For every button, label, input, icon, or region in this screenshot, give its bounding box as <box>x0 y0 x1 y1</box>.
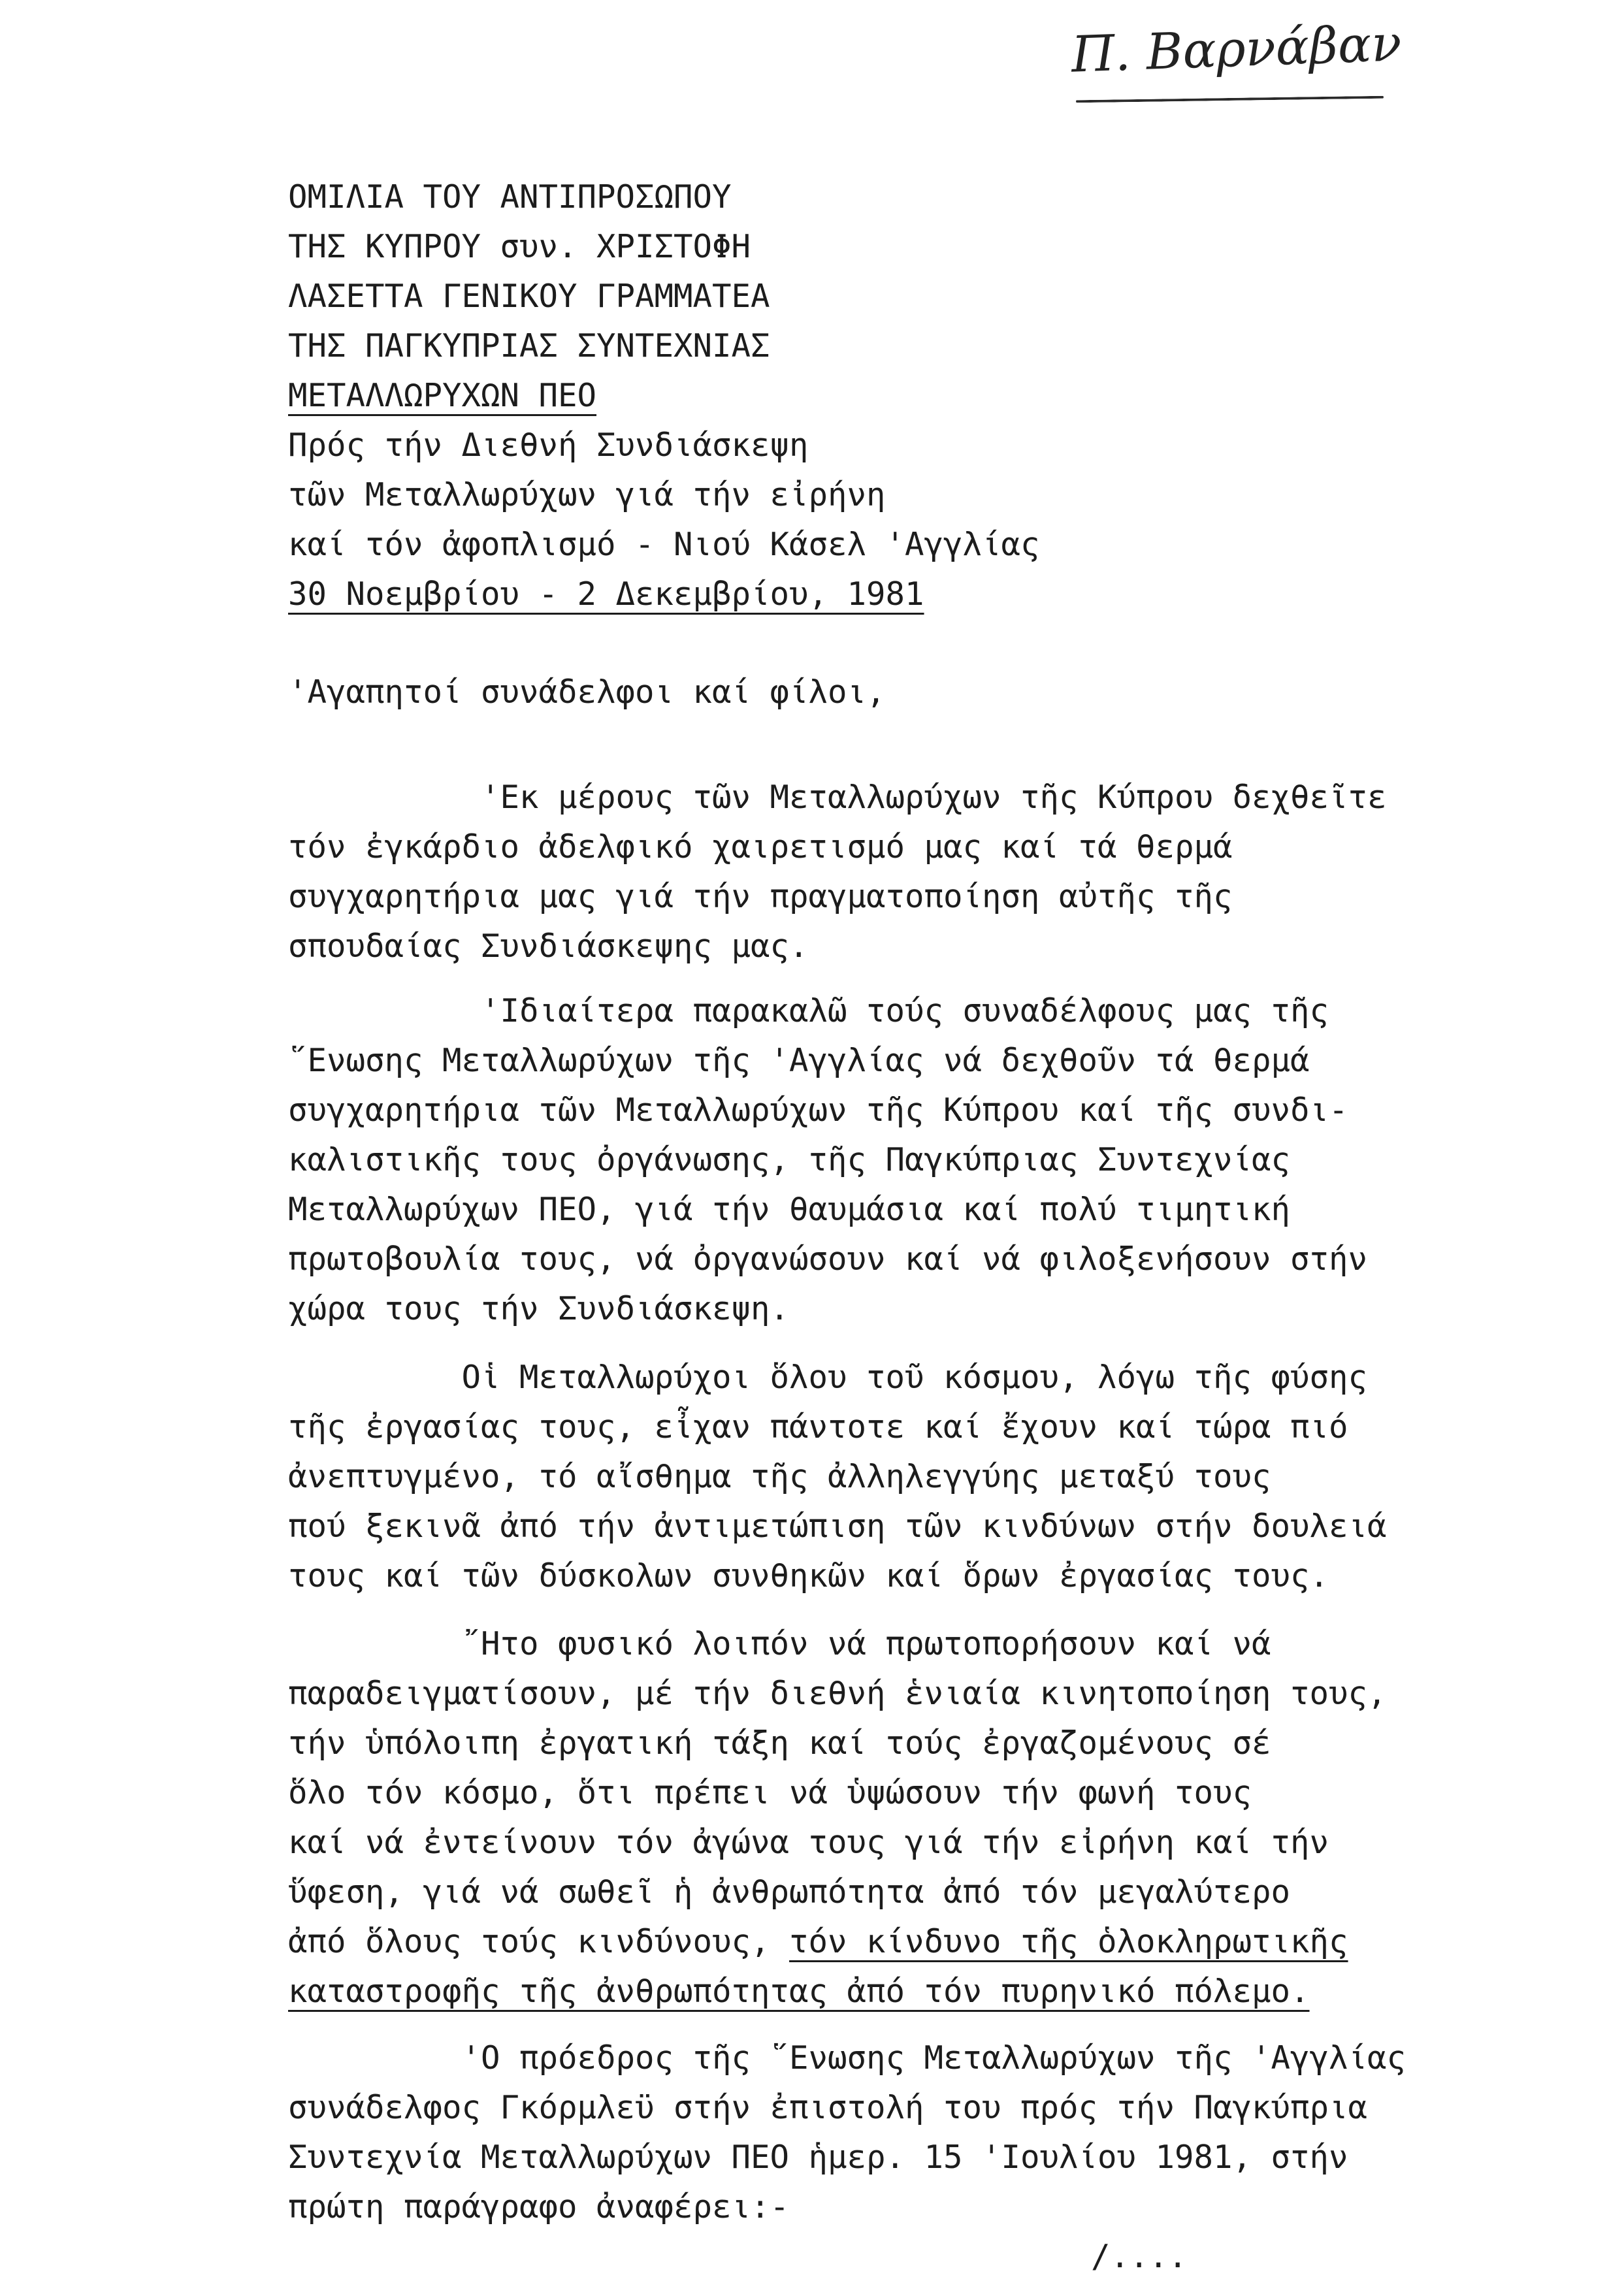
salutation-line: 'Αγαπητοί συνάδελφοι καί φίλοι, <box>288 673 886 711</box>
handwritten-signature: Π. Βαρνάβαν <box>1070 14 1403 84</box>
paragraph <box>288 986 1367 1334</box>
underlined-date-text: 30 Νοεμβρίου - 2 Δεκεμβρίου, 1981 <box>288 575 924 613</box>
paragraph-line: τῆς ἐργασίας τους, εἶχαν πάντοτε καί ἔχουν καί τώρα πιό <box>288 1408 1348 1446</box>
paragraph-line <box>288 1967 1387 2016</box>
paragraph-line: ῞Ενωσης Μεταλλωρύχων τῆς 'Αγγλίας νά δεχθοῦν τά θερμά <box>288 1042 1310 1079</box>
paragraph-line: 'Εκ μέρους τῶν Μεταλλωρύχων τῆς Κύπρου δεχθεῖτε <box>481 779 1387 816</box>
heading-line: ΛΑΣΕΤΤΑ ΓΕΝΙΚΟΥ ΓΡΑΜΜΑΤΕΑ <box>288 278 770 315</box>
paragraph-line: Μεταλλωρύχων ΠΕΟ, γιά τήν θαυμάσια καί πολύ τιμητική <box>288 1191 1291 1228</box>
paragraph-line: τους καί τῶν δύσκολων συνθηκῶν καί ὅρων ἐργασίας τους. <box>288 1557 1329 1594</box>
continuation-marker: /.... <box>1091 2238 1188 2275</box>
paragraph-line: συνάδελφος Γκόρμλεϋ στήν ἐπιστολή του πρός τήν Παγκύπρια <box>288 2089 1368 2126</box>
paragraph-line: πού ξεκινᾶ ἀπό τήν ἀντιμετώπιση τῶν κινδύνων στήν δουλειά <box>288 1508 1387 1545</box>
paragraph-line: τόν ἐγκάρδιο ἀδελφικό χαιρετισμό μας καί τά θερμά <box>288 828 1233 865</box>
heading-line: Πρός τήν Διεθνή Συνδιάσκεψη <box>288 427 809 464</box>
salutation <box>288 668 886 717</box>
heading-line: καί τόν ἀφοπλισμό - Νιού Κάσελ 'Αγγλίας <box>288 526 1040 563</box>
paragraph <box>288 2033 1406 2232</box>
paragraph-line <box>288 1917 1387 1967</box>
paragraph-line: 'Ο πρόεδρος τῆς ῞Ενωσης Μεταλλωρύχων τῆς 'Αγγλίας <box>461 2039 1406 2077</box>
paragraph-line: 'Ιδιαίτερα παρακαλῶ τούς συναδέλφους μας τῆς <box>481 992 1329 1029</box>
underlined-text: τόν κίνδυνο τῆς ὁλοκληρωτικῆς <box>789 1923 1348 1960</box>
paragraph-line: ἀνεπτυγμένο, τό αἴσθημα τῆς ἀλληλεγγύης μεταξύ τους <box>288 1458 1271 1495</box>
paragraph-line: παραδειγματίσουν, μέ τήν διεθνή ἑνιαία κινητοποίηση τους, <box>288 1675 1387 1712</box>
underlined-heading-text: ΜΕΤΑΛΛΩΡΥΧΩΝ ΠΕΟ <box>288 377 597 414</box>
paragraph <box>288 773 1387 971</box>
paragraph-line: καί νά ἐντείνουν τόν ἀγώνα τους γιά τήν εἰρήνη καί τήν <box>288 1824 1329 1861</box>
paragraph-line: πρώτη παράγραφο ἀναφέρει:- <box>288 2188 790 2225</box>
paragraph-line: ὕφεση, γιά νά σωθεῖ ἡ ἀνθρωπότητα ἀπό τόν μεγαλύτερο <box>288 1873 1291 1911</box>
heading-line <box>288 570 1040 619</box>
paragraph <box>288 1619 1387 2016</box>
heading-line <box>288 371 1040 421</box>
heading-line: ΤΗΣ ΠΑΓΚΥΠΡΙΑΣ ΣΥΝΤΕΧΝΙΑΣ <box>288 327 770 364</box>
paragraph-line: καλιστικῆς τους ὀργάνωσης, τῆς Παγκύπριας Συντεχνίας <box>288 1141 1291 1178</box>
paragraph-line: πρωτοβουλία τους, νά ὀργανώσουν καί νά φιλοξενήσουν στήν <box>288 1240 1368 1278</box>
paragraph-line: Οἱ Μεταλλωρύχοι ὅλου τοῦ κόσμου, λόγω τῆς φύσης <box>461 1359 1368 1396</box>
speech-heading <box>288 172 1040 619</box>
paragraph <box>288 1353 1387 1601</box>
paragraph-text: ἀπό ὅλους τούς κινδύνους, <box>288 1923 770 1960</box>
heading-line: ΟΜΙΛΙΑ ΤΟΥ ΑΝΤΙΠΡΟΣΩΠΟΥ <box>288 178 732 216</box>
underlined-text: καταστροφῆς τῆς ἀνθρωπότητας ἀπό τόν πυρηνικό πόλεμο. <box>288 1973 1310 2010</box>
heading-line: ΤΗΣ ΚΥΠΡΟΥ συν. ΧΡΙΣΤΟΦΗ <box>288 228 751 265</box>
signature-underline <box>1076 96 1384 103</box>
paragraph-line: Συντεχνία Μεταλλωρύχων ΠΕΟ ἡμερ. 15 'Ιουλίου 1981, στήν <box>288 2139 1348 2176</box>
paragraph-line: τήν ὑπόλοιπη ἐργατική τάξη καί τούς ἐργαζομένους σέ <box>288 1724 1271 1762</box>
paragraph-line: συγχαρητήρια μας γιά τήν πραγματοποίηση αὐτῆς τῆς <box>288 878 1233 915</box>
heading-line: τῶν Μεταλλωρύχων γιά τήν εἰρήνη <box>288 476 886 513</box>
paragraph-line: συγχαρητήρια τῶν Μεταλλωρύχων τῆς Κύπρου καί τῆς συνδι- <box>288 1091 1348 1129</box>
paragraph-line: σπουδαίας Συνδιάσκεψης μας. <box>288 928 809 965</box>
paragraph-line: χώρα τους τήν Συνδιάσκεψη. <box>288 1290 790 1327</box>
paragraph-line: ῎Ητο φυσικό λοιπόν νά πρωτοπορήσουν καί νά <box>461 1625 1271 1662</box>
paragraph-line: ὅλο τόν κόσμο, ὅτι πρέπει νά ὑψώσουν τήν φωνή τους <box>288 1774 1252 1811</box>
